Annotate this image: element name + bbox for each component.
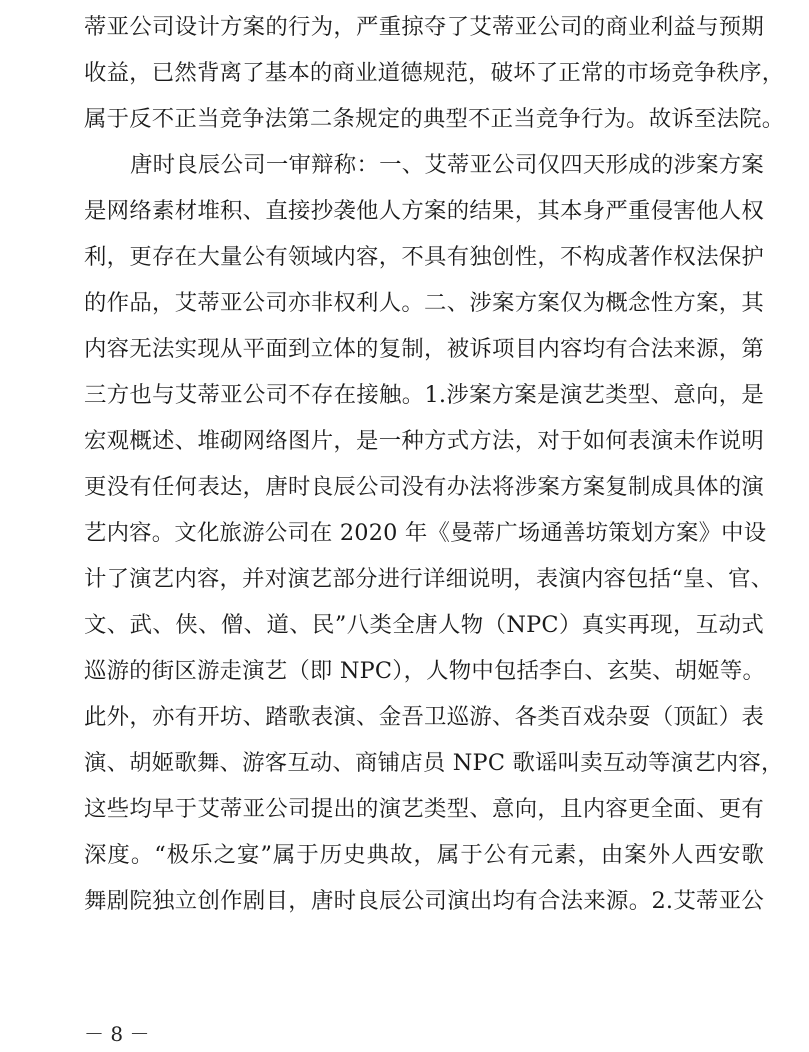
text-line: 文、武、侠、僧、道、民”八类全唐人物（NPC）真实再现，互动式: [84, 612, 764, 638]
text-line: 利，更存在大量公有领域内容，不具有独创性，不构成著作权法保护: [84, 244, 764, 270]
text-line: 演、胡姬歌舞、游客互动、商铺店员 NPC 歌谣叫卖互动等演艺内容，: [84, 750, 784, 776]
text-line: 收益，已然背离了基本的商业道德规范，破坏了正常的市场竞争秩序，: [84, 60, 785, 86]
text-line: 宏观概述、堆砌网络图片，是一种方式方法，对于如何表演未作说明: [84, 428, 764, 454]
text-line: 此外，亦有开坊、踏歌表演、金吾卫巡游、各类百戏杂耍（顶缸）表: [84, 704, 764, 730]
text-line: 舞剧院独立创作剧目，唐时良辰公司演出均有合法来源。2.艾蒂亚公: [84, 888, 764, 914]
text-line: 属于反不正当竞争法第二条规定的典型不正当竞争行为。故诉至法院。: [84, 106, 785, 132]
text-line: 蒂亚公司设计方案的行为，严重掠夺了艾蒂亚公司的商业利益与预期: [84, 14, 764, 40]
text-line: 是网络素材堆积、直接抄袭他人方案的结果，其本身严重侵害他人权: [84, 198, 764, 224]
text-line: 计了演艺内容，并对演艺部分进行详细说明，表演内容包括“皇、官、: [84, 566, 774, 592]
text-line: 更没有任何表达，唐时良辰公司没有办法将涉案方案复制成具体的演: [84, 474, 764, 500]
text-line: 内容无法实现从平面到立体的复制，被诉项目内容均有合法来源，第: [84, 336, 764, 362]
text-line: 艺内容。文化旅游公司在 2020 年《曼蒂广场通善坊策划方案》中设: [84, 520, 767, 546]
text-line: 深度。“极乐之宴”属于历史典故，属于公有元素，由案外人西安歌: [84, 842, 764, 868]
text-line: 巡游的街区游走演艺（即 NPC），人物中包括李白、玄奘、胡姬等。: [84, 658, 766, 684]
text-line: 这些均早于艾蒂亚公司提出的演艺类型、意向，且内容更全面、更有: [84, 796, 764, 822]
page-number: － 8 －: [84, 1022, 150, 1046]
body-text: [84, 4, 785, 924]
text-line: 三方也与艾蒂亚公司不存在接触。1.涉案方案是演艺类型、意向，是: [84, 382, 764, 408]
text-line: 的作品，艾蒂亚公司亦非权利人。二、涉案方案仅为概念性方案，其: [84, 290, 764, 316]
paragraph-first-line: 唐时良辰公司一审辩称：一、艾蒂亚公司仅四天形成的涉案方案: [130, 152, 764, 178]
